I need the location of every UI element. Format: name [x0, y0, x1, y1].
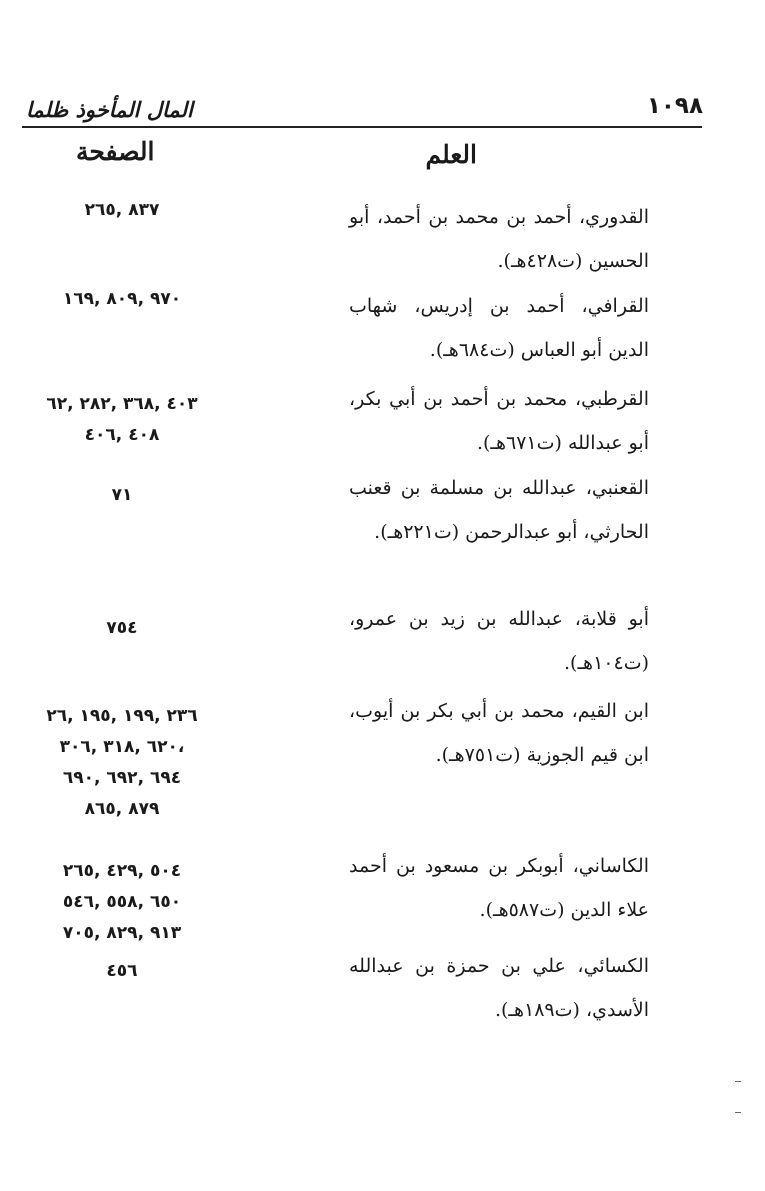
entry-pages: [22, 956, 222, 987]
page-refs-line: ،٦٢٠ ,٣١٨ ,٣٠٦: [59, 737, 185, 757]
margin-mark: [735, 1112, 741, 1113]
column-heading-page: الصفحة: [76, 137, 155, 166]
page-refs-line: ٥٠٤ ,٤٢٩ ,٢٦٥: [62, 861, 182, 881]
running-title: المال المأخوذ ظلما: [26, 97, 193, 122]
entry-name: القرطبي، محمد بن أحمد بن أبي بكر، أبو عبدالله (ت٦٧١هـ).: [349, 388, 649, 454]
page-refs-line: ٦٥٠ ,٥٥٨ ,٥٤٦: [62, 892, 182, 912]
header-rule: [22, 126, 702, 128]
page-refs-line: ٦٩٤ ,٦٩٢ ,٦٩٠: [62, 768, 182, 788]
entry-pages: [22, 195, 222, 226]
entry-pages: [22, 389, 222, 451]
page-refs-line: ٩١٣ ,٨٢٩ ,٧٠٥: [62, 923, 182, 943]
entry-name: الكسائي، علي بن حمزة بن عبدالله الأسدي، (ت١٨٩هـ).: [349, 955, 649, 1021]
page-number: ١٠٩٨: [646, 93, 703, 119]
entry-name: ابن القيم، محمد بن أبي بكر بن أيوب، ابن قيم الجوزية (ت٧٥١هـ).: [349, 700, 649, 766]
entry-name: أبو قلابة، عبدالله بن زيد بن عمرو، (ت١٠٤هـ).: [349, 608, 649, 674]
page-refs-line: ٨٧٩ ,٨٦٥: [84, 799, 160, 819]
page-refs-line: ٧٥٤: [106, 618, 138, 638]
entry-name: القعنبي، عبدالله بن مسلمة بن قعنب الحارثي، أبو عبدالرحمن (ت٢٢١هـ).: [349, 477, 649, 543]
entry-pages: [22, 613, 222, 644]
page-refs-line: ٩٧٠ ,٨٠٩ ,١٦٩: [62, 289, 182, 309]
page-refs-line: ٤٠٨ ,٤٠٦: [84, 425, 160, 445]
margin-mark: [735, 1081, 741, 1082]
page-refs-line: ٢٣٦ ,١٩٩ ,١٩٥ ,٢٦: [46, 706, 198, 726]
page-refs-line: ٧١: [111, 485, 133, 505]
entry-pages: [22, 701, 222, 825]
entry-name: الكاساني، أبوبكر بن مسعود بن أحمد علاء الدين (ت٥٨٧هـ).: [349, 855, 649, 921]
entry-pages: [22, 856, 222, 949]
page-refs-line: ٤٥٦: [106, 961, 138, 981]
page-refs-line: ٨٣٧ ,٢٦٥: [84, 200, 160, 220]
entry-name: القدوري، أحمد بن محمد بن أحمد، أبو الحسين (ت٤٢٨هـ).: [349, 206, 649, 272]
entry-pages: [22, 480, 222, 511]
column-heading-name: العلم: [425, 140, 477, 169]
entry-name: القرافي، أحمد بن إدريس، شهاب الدين أبو العباس (ت٦٨٤هـ).: [349, 295, 649, 361]
page-refs-line: ٤٠٣ ,٣٦٨ ,٢٨٢ ,٦٢: [46, 394, 198, 414]
entry-pages: [22, 284, 222, 315]
